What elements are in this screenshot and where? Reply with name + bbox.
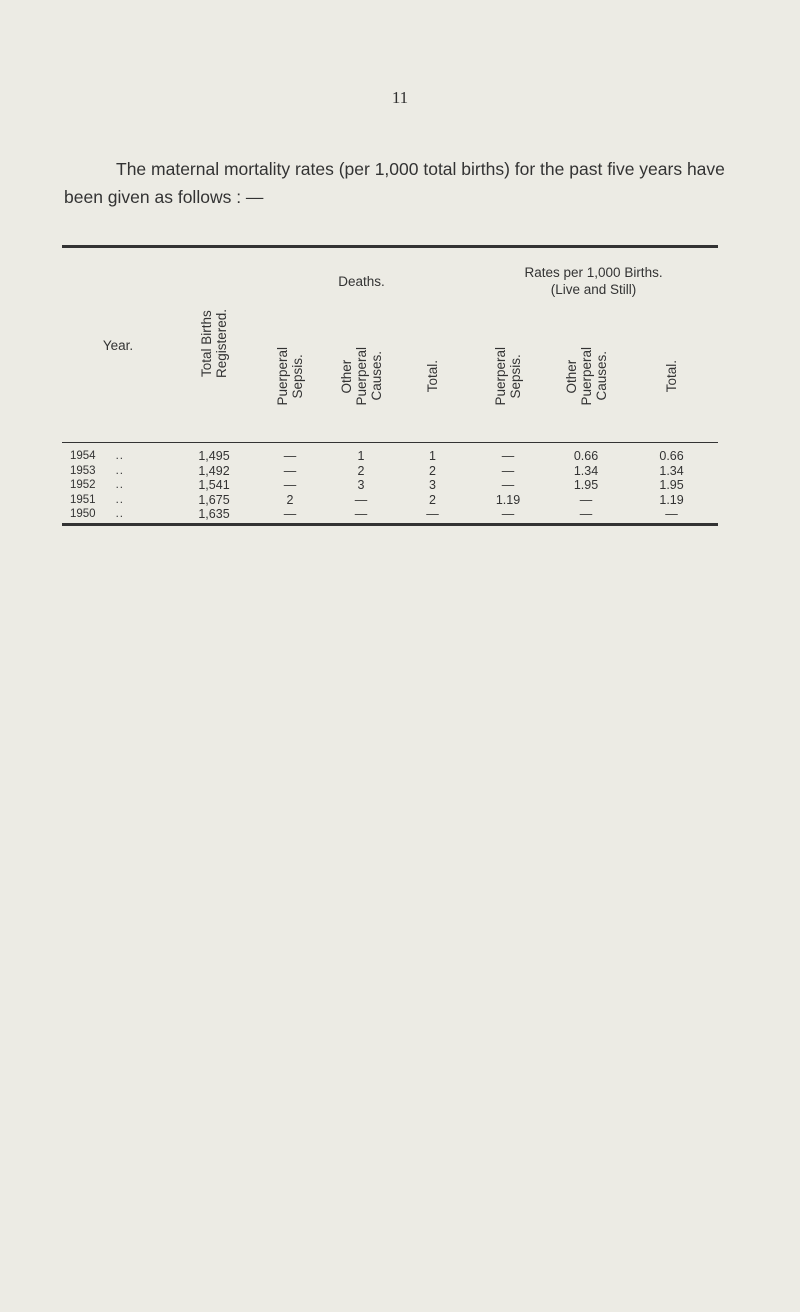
year-cell: 1954 .. [70,450,124,462]
header-rates-group: Rates per 1,000 Births. (Live and Still) [469,247,718,315]
rate-other-cell: 0.66 [573,449,599,463]
header-deaths-other-causes: Other Puerperal Causes. [326,314,396,443]
header-deaths-total: Total. [396,314,469,443]
births-cell: 1,675 [198,492,230,507]
rate-sepsis-cell: — [501,478,515,492]
rate-total-cell: 1.95 [659,478,684,492]
births-cell: 1,492 [198,463,230,478]
births-cell: 1,541 [198,478,230,492]
rate-other-cell: 1.34 [573,463,599,478]
intro-paragraph: The maternal mortality rates (per 1,000 total births) for the past five years have been given as follows : — [64,158,725,207]
year-cell: 1952 .. [70,479,124,491]
rate-sepsis-cell: — [501,463,515,478]
rate-other-cell: — [579,492,593,507]
deaths-sepsis-cell: 2 [286,492,294,507]
table-row [62,464,718,479]
deaths-other-cell: — [354,492,368,507]
deaths-total-cell: 2 [429,492,436,507]
rate-total-cell: 0.66 [659,449,684,463]
year-cell: 1951 .. [70,493,124,506]
header-rates-other-causes: Other Puerperal Causes. [547,314,625,443]
rate-other-cell: 1.95 [573,478,599,492]
rate-total-cell: — [625,507,718,524]
deaths-sepsis-cell: — [283,449,297,463]
rate-sepsis-cell: — [469,507,547,524]
rate-other-cell: — [547,507,625,524]
deaths-other-cell: — [326,507,396,524]
births-cell: 1,495 [198,449,230,463]
deaths-other-cell: 2 [357,463,365,478]
year-cell: 1950 .. [62,507,174,524]
rate-sepsis-cell: — [501,449,515,463]
deaths-sepsis-cell: — [283,478,297,492]
rate-total-cell: 1.34 [659,463,684,478]
deaths-sepsis-cell: — [283,463,297,478]
rate-total-cell: 1.19 [659,492,684,507]
header-total-births: Total Births Registered. [174,247,254,443]
table-row [62,443,718,464]
table-row [62,507,718,524]
header-deaths-puerperal-sepsis: Puerperal Sepsis. [254,314,326,443]
births-cell: 1,635 [174,507,254,524]
deaths-total-cell: 1 [429,449,436,463]
deaths-sepsis-cell: — [254,507,326,524]
table-row [62,478,718,493]
header-rates-total: Total. [625,314,718,443]
deaths-other-cell: 1 [357,449,365,463]
year-cell: 1953 .. [70,464,124,477]
deaths-total-cell: 2 [429,463,436,478]
header-year: Year. [62,247,174,443]
maternal-mortality-table [62,245,718,526]
deaths-total-cell: — [396,507,469,524]
rate-sepsis-cell: 1.19 [495,492,521,507]
table-row [62,493,718,508]
header-rates-puerperal-sepsis: Puerperal Sepsis. [469,314,547,443]
page-number: 11 [391,88,409,107]
deaths-other-cell: 3 [357,478,365,492]
deaths-total-cell: 3 [429,478,436,492]
header-deaths-group: Deaths. [254,247,469,315]
